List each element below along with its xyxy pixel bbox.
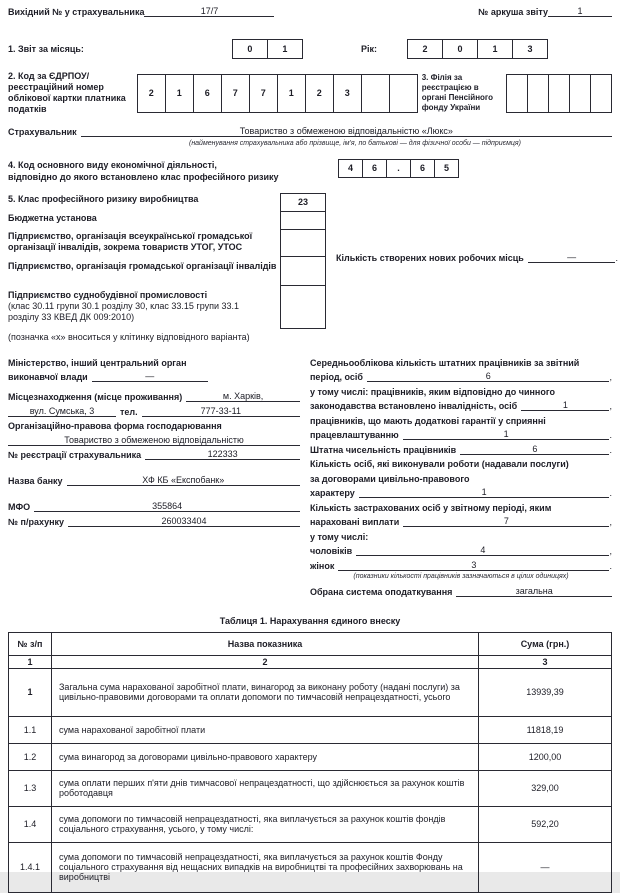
- location-value2: вул. Сумська, 3: [8, 406, 116, 417]
- insured-value: 7: [403, 516, 609, 527]
- risk-class-section: [8, 193, 618, 342]
- civil-label-line1: Кількість осіб, які виконували роботи (надавали послуги): [310, 459, 569, 469]
- reg-number-label: № реєстрації страхувальника: [8, 450, 142, 460]
- details-left-column: [8, 356, 310, 600]
- budget-label: Бюджетна установа: [8, 212, 97, 223]
- sheet-number-field: [478, 6, 612, 17]
- utog-label: Підприємство, організація всеукраїнської громадської організації інвалідів, зокрема товариств УТОГ, УТОС: [8, 230, 253, 252]
- row-num: 1: [9, 668, 52, 716]
- shipbuilding-label: [8, 286, 280, 323]
- edrpou-cell: [389, 74, 418, 113]
- punct: ,: [609, 372, 612, 382]
- table-header-row: [9, 632, 612, 655]
- punct: .: [609, 444, 612, 455]
- invalid-org-box: [280, 256, 326, 286]
- colnum-cell: 1: [9, 655, 52, 668]
- guarantee-value: 1: [403, 429, 610, 440]
- table-title: Таблиця 1. Нарахування єдиного внеску: [219, 615, 401, 626]
- report-period-row: [8, 39, 612, 59]
- filia-cell: [548, 74, 570, 113]
- budget-box: [280, 211, 326, 230]
- ministry-line2: [8, 370, 300, 382]
- row-sum: 1200,00: [479, 743, 612, 770]
- kved-label-line1: 4. Код основного виду економічної діяльності,: [8, 159, 217, 170]
- including-line: [310, 530, 612, 542]
- guarantee-label-line2: працевлаштуванню: [310, 430, 399, 440]
- edrpou-cell: 7: [249, 74, 278, 113]
- reg-number-line: [8, 448, 300, 460]
- mfo-line: [8, 500, 300, 512]
- insurer-note: (найменування страхувальника або прізвище, ім'я, по батькові — для фізичної особи — підприємця): [188, 139, 521, 147]
- table-row: [9, 770, 612, 806]
- insured-label-line2: нараховані виплати: [310, 517, 400, 527]
- mark-note: (позначка «х» вноситься у клітинку відповідного варіанта): [8, 331, 250, 342]
- punct: .: [609, 560, 612, 571]
- avg-staff-label-line1: Середньооблікова кількість штатних працівників за звітний: [310, 357, 580, 368]
- insured-line1: [310, 501, 612, 513]
- row-name: сума оплати перших п'яти днів тимчасової непрацездатності, що здійснюється за рахунок коштів роботодавця: [52, 770, 479, 806]
- month-cells: [232, 39, 303, 59]
- risk-class-row: [8, 193, 612, 212]
- sheet-number-label: № аркуша звіту: [478, 7, 548, 17]
- row-num: 1.2: [9, 743, 52, 770]
- col-header-num: № з/п: [9, 632, 52, 655]
- row-num: 1.4.1: [9, 842, 52, 892]
- ministry-line1: [8, 356, 300, 368]
- mfo-value: 355864: [34, 501, 300, 512]
- civil-line1: [310, 457, 612, 469]
- table-row: [9, 842, 612, 892]
- avg-staff-label-line2: період, осіб: [310, 372, 363, 382]
- form-header: [8, 6, 612, 17]
- row-name: сума допомоги по тимчасовій непрацездатності, яка виплачується за рахунок коштів Фонду соціального страхування від нещасних випадків на виробництві та професійних захворювань на виробництві: [52, 842, 479, 892]
- punct: ,: [609, 546, 612, 556]
- new-jobs-label: Кількість створених нових робочих місць: [336, 252, 524, 263]
- men-value: 4: [356, 545, 609, 556]
- bank-value: ХФ КБ «Експобанк»: [67, 475, 300, 486]
- row-name: Загальна сума нарахованої заробітної плати, винагород за виконану роботу (надані послуги) за цивільно-правовими договорами та оплати допомоги по тимчасовій непрацездатності, усього: [52, 668, 479, 716]
- civil-label-line2: за договорами цивільно-правового: [310, 473, 470, 484]
- kved-cell: 4: [338, 159, 363, 178]
- outgoing-number-value: 17/7: [144, 6, 274, 17]
- insured-line2: [310, 515, 612, 527]
- guarantee-label-line1: працівників, що мають додаткові гарантії у сприянні: [310, 415, 546, 426]
- insurer-label: Страхувальник: [8, 127, 77, 137]
- insurer-field: [8, 125, 612, 137]
- account-line: [8, 515, 300, 527]
- avg-staff-line1: [310, 356, 612, 368]
- reg-number-value: 122333: [145, 449, 300, 460]
- units-note: (показники кількості працівників зазначаються в цілих одиницях): [353, 573, 569, 580]
- edrpou-cell: 2: [137, 74, 166, 113]
- shipbuilding-row: [8, 286, 612, 329]
- details-columns: [8, 356, 612, 600]
- contribution-table: [8, 632, 612, 893]
- ministry-label-line1: Міністерство, інший центральний орган: [8, 357, 187, 368]
- disabled-value: 1: [521, 400, 609, 411]
- punct: .: [609, 488, 612, 498]
- year-cell: 2: [407, 39, 443, 59]
- filia-cell: [506, 74, 528, 113]
- year-cells: [407, 39, 548, 59]
- edrpou-cell: 6: [193, 74, 222, 113]
- row-name: сума нарахованої заробітної плати: [52, 716, 479, 743]
- staff-count-label: Штатна чисельність працівників: [310, 444, 457, 455]
- disabled-line2: [310, 399, 612, 411]
- kved-cell: .: [386, 159, 411, 178]
- women-label: жінок: [310, 560, 335, 571]
- avg-staff-line2: [310, 370, 612, 382]
- edrpou-cell: 7: [221, 74, 250, 113]
- ministry-value: —: [92, 371, 208, 382]
- phone-value: 777-33-11: [142, 406, 300, 417]
- month-cell: 1: [267, 39, 303, 59]
- budget-row: [8, 212, 612, 230]
- kved-cells: [338, 159, 459, 178]
- sheet-number-value: 1: [548, 6, 612, 17]
- punct: .: [615, 252, 618, 263]
- year-cell: 3: [512, 39, 548, 59]
- edrpou-cell: 3: [333, 74, 362, 113]
- location-line1: [8, 390, 300, 402]
- men-label: чоловіків: [310, 546, 353, 556]
- year-cell: 1: [477, 39, 513, 59]
- avg-staff-value: 6: [367, 371, 610, 382]
- tax-system-value: загальна: [456, 586, 612, 597]
- women-value: 3: [338, 560, 609, 571]
- edrpou-cell: 1: [165, 74, 194, 113]
- row-num: 1.4: [9, 806, 52, 842]
- year-cell: 0: [442, 39, 478, 59]
- location-line2: [8, 405, 300, 417]
- new-jobs-field: [336, 251, 618, 263]
- row-name: сума допомоги по тимчасовій непрацездатності, яка виплачується за рахунок коштів фондів соціального страхування, усього, у тому числі:: [52, 806, 479, 842]
- civil-value: 1: [359, 487, 610, 498]
- disabled-label-line2: законодавства встановлено інвалідність, осіб: [310, 401, 518, 411]
- disabled-label-line1: у тому числі: працівників, яким відповідно до чинного: [310, 386, 555, 397]
- punct: ,: [609, 517, 612, 527]
- row-name: сума винагород за договорами цивільно-правового характеру: [52, 743, 479, 770]
- filia-label: 3. Філія за реєстрацією в органі Пенсійного фонду України: [421, 73, 494, 112]
- legal-form-value: Товариство з обмеженою відповідальністю: [8, 435, 300, 446]
- ministry-label-line2: виконавчої влади: [8, 372, 88, 382]
- table-row: [9, 668, 612, 716]
- bank-line: [8, 474, 300, 486]
- tax-system-line: [310, 585, 612, 597]
- row-num: 1.3: [9, 770, 52, 806]
- colnum-cell: 3: [479, 655, 612, 668]
- civil-line2: [310, 472, 612, 484]
- details-right-column: [310, 356, 612, 600]
- report-month-label: 1. Звіт за місяць:: [8, 44, 84, 54]
- row-sum: 13939,39: [479, 668, 612, 716]
- men-line: [310, 544, 612, 556]
- edrpou-cell: 2: [305, 74, 334, 113]
- tax-system-label: Обрана система оподаткування: [310, 587, 453, 597]
- punct: ,: [609, 401, 612, 411]
- filia-cell: [590, 74, 612, 113]
- risk-class-box: 23: [280, 193, 326, 212]
- outgoing-number-field: [8, 6, 274, 17]
- mfo-label: МФО: [8, 502, 31, 512]
- col-header-sum: Сума (грн.): [479, 632, 612, 655]
- shipbuilding-label-title: Підприємство суднобудівної промисловості: [8, 289, 208, 300]
- including-label: у тому числі:: [310, 531, 369, 542]
- utog-box: [280, 229, 326, 257]
- punct: .: [609, 430, 612, 440]
- insurer-value: Товариство з обмеженою відповідальністю «Люкс»: [81, 126, 612, 137]
- row-sum: 592,20: [479, 806, 612, 842]
- month-cell: 0: [232, 39, 268, 59]
- edrpou-cells: [137, 74, 418, 113]
- filia-cell: [527, 74, 549, 113]
- shipbuilding-note-line2: розділу 33 КВЕД ДК 009:2010): [8, 311, 135, 322]
- table-colnum-row: [9, 655, 612, 668]
- kved-cell: 6: [362, 159, 387, 178]
- edrpou-label: 2. Код за ЄДРПОУ/ реєстраційний номер облікової картки платника податків: [8, 71, 126, 114]
- legal-form-line2: [8, 434, 300, 446]
- filia-cells: [506, 74, 612, 113]
- edrpou-cell: [361, 74, 390, 113]
- legal-form-label: Організаційно-правова форма господарювання: [8, 421, 222, 431]
- phone-label: тел.: [120, 406, 138, 417]
- invalid-org-label: Підприємство, організація громадської організації інвалідів: [8, 260, 277, 271]
- outgoing-number-label: Вихідний № у страхувальника: [8, 7, 145, 17]
- codes-row: [8, 71, 612, 115]
- staff-count-value: 6: [460, 444, 609, 455]
- row-sum: 11818,19: [479, 716, 612, 743]
- edrpou-cell: 1: [277, 74, 306, 113]
- kved-row: [8, 159, 612, 183]
- civil-line3: [310, 486, 612, 498]
- civil-label-line3: характеру: [310, 488, 355, 498]
- new-jobs-value: —: [528, 252, 616, 263]
- kved-label-line2: відповідно до якого встановлено клас професійного ризику: [8, 171, 279, 182]
- row-sum: 329,00: [479, 770, 612, 806]
- insured-label-line1: Кількість застрахованих осіб у звітному періоді, яким: [310, 502, 552, 513]
- account-value: 260033404: [68, 516, 300, 527]
- table-row: [9, 716, 612, 743]
- account-label: № п/рахунку: [8, 516, 65, 527]
- location-label: Місцезнаходження (місце проживання): [8, 392, 183, 402]
- year-label: Рік:: [360, 44, 377, 54]
- kved-label: [8, 159, 338, 183]
- women-line: [310, 559, 612, 571]
- location-value1: м. Харків,: [186, 391, 300, 402]
- row-num: 1.1: [9, 716, 52, 743]
- filia-cell: [569, 74, 591, 113]
- row-sum: —: [479, 842, 612, 892]
- disabled-line1: [310, 385, 612, 397]
- risk-class-label: 5. Клас професійного ризику виробництва: [8, 193, 199, 204]
- kved-cell: 6: [410, 159, 435, 178]
- colnum-cell: 2: [52, 655, 479, 668]
- staff-count-line: [310, 443, 612, 455]
- table-row: [9, 743, 612, 770]
- guarantee-line2: [310, 428, 612, 440]
- table-row: [9, 806, 612, 842]
- guarantee-line1: [310, 414, 612, 426]
- shipbuilding-box: [280, 285, 326, 329]
- col-header-name: Назва показника: [52, 632, 479, 655]
- shipbuilding-note-line1: (клас 30.11 групи 30.1 розділу 30, клас 33.15 групи 33.1: [8, 300, 240, 311]
- bank-label: Назва банку: [8, 476, 63, 486]
- legal-form-line1: [8, 419, 300, 431]
- kved-cell: 5: [434, 159, 459, 178]
